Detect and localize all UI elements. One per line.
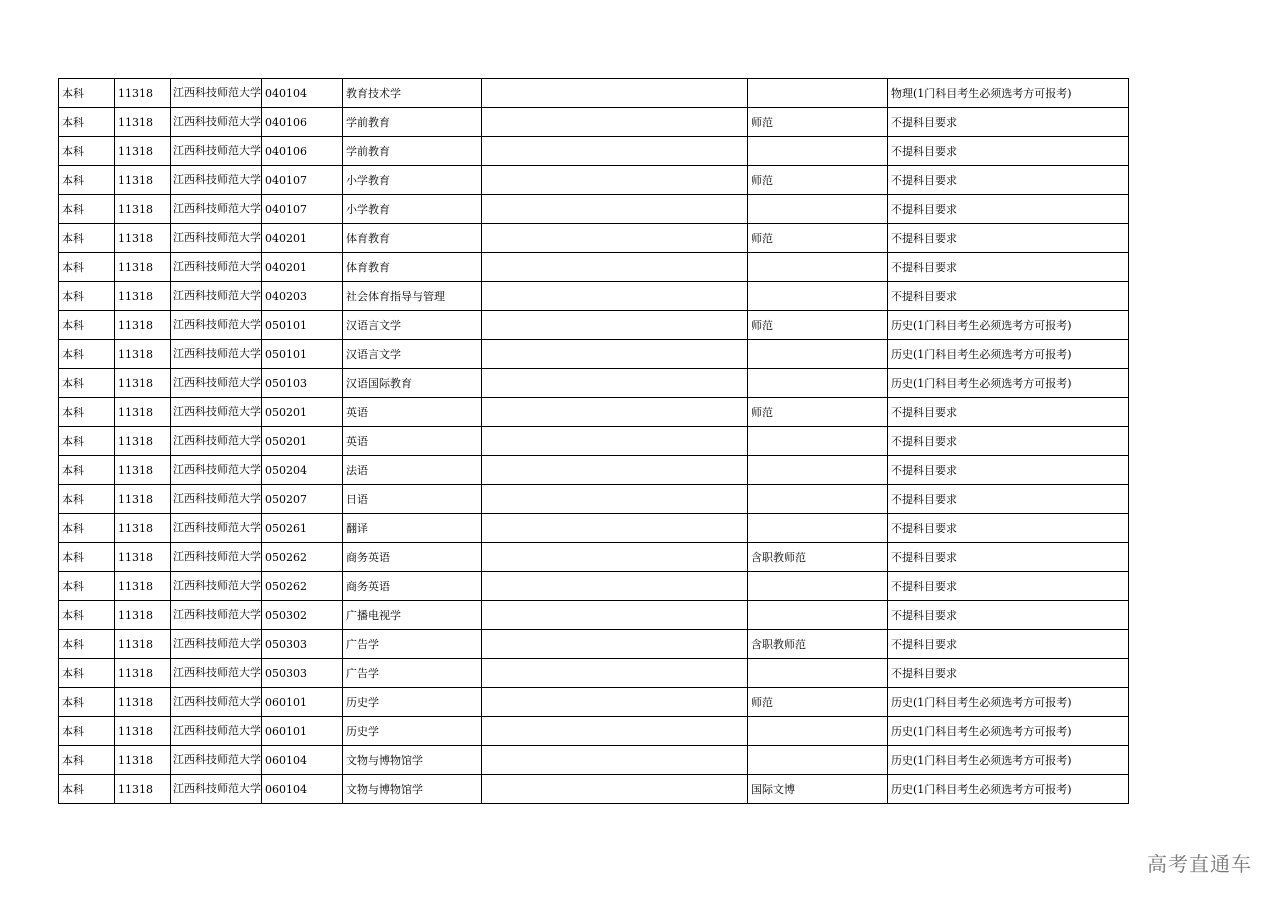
cell-note: [748, 282, 888, 311]
cell-school-code: 11318: [115, 630, 171, 659]
cell-subject-requirement: 不提科目要求: [888, 427, 1129, 456]
cell-subject-requirement: 历史(1门科目考生必须选考方可报考): [888, 717, 1129, 746]
cell-major-name: 教育技术学: [343, 79, 482, 108]
cell-note: [748, 195, 888, 224]
cell-major-name: 汉语言文学: [343, 340, 482, 369]
cell-school-code: 11318: [115, 717, 171, 746]
cell-university: 江西科技师范大学: [171, 369, 262, 398]
table-row: [59, 253, 1129, 282]
cell-university: 江西科技师范大学: [171, 253, 262, 282]
cell-note: 师范: [748, 224, 888, 253]
cell-major-code: 040107: [262, 195, 343, 224]
cell-remark: [482, 195, 748, 224]
cell-level: 本科: [59, 137, 115, 166]
cell-remark: [482, 630, 748, 659]
cell-subject-requirement: 不提科目要求: [888, 108, 1129, 137]
cell-level: 本科: [59, 775, 115, 804]
cell-remark: [482, 456, 748, 485]
table-row: [59, 79, 1129, 108]
cell-university: 江西科技师范大学: [171, 79, 262, 108]
table-row: [59, 166, 1129, 195]
cell-subject-requirement: 不提科目要求: [888, 253, 1129, 282]
cell-level: 本科: [59, 282, 115, 311]
cell-remark: [482, 369, 748, 398]
cell-note: [748, 456, 888, 485]
cell-major-name: 翻译: [343, 514, 482, 543]
cell-note: 师范: [748, 108, 888, 137]
cell-school-code: 11318: [115, 688, 171, 717]
cell-remark: [482, 485, 748, 514]
cell-subject-requirement: 不提科目要求: [888, 224, 1129, 253]
table-row: [59, 601, 1129, 630]
cell-major-name: 日语: [343, 485, 482, 514]
cell-school-code: 11318: [115, 195, 171, 224]
cell-university: 江西科技师范大学: [171, 485, 262, 514]
cell-note: 师范: [748, 166, 888, 195]
cell-remark: [482, 514, 748, 543]
cell-school-code: 11318: [115, 543, 171, 572]
cell-major-code: 050303: [262, 630, 343, 659]
cell-note: [748, 659, 888, 688]
table-row: [59, 572, 1129, 601]
cell-level: 本科: [59, 224, 115, 253]
cell-university: 江西科技师范大学: [171, 224, 262, 253]
cell-major-code: 050262: [262, 572, 343, 601]
cell-remark: [482, 659, 748, 688]
cell-school-code: 11318: [115, 572, 171, 601]
cell-university: 江西科技师范大学: [171, 572, 262, 601]
cell-university: 江西科技师范大学: [171, 195, 262, 224]
cell-level: 本科: [59, 369, 115, 398]
cell-remark: [482, 775, 748, 804]
cell-school-code: 11318: [115, 282, 171, 311]
cell-major-code: 060101: [262, 717, 343, 746]
cell-subject-requirement: 历史(1门科目考生必须选考方可报考): [888, 369, 1129, 398]
cell-level: 本科: [59, 398, 115, 427]
table-row: [59, 369, 1129, 398]
cell-major-code: 040201: [262, 224, 343, 253]
table-row: [59, 485, 1129, 514]
cell-remark: [482, 688, 748, 717]
cell-school-code: 11318: [115, 659, 171, 688]
cell-major-name: 小学教育: [343, 195, 482, 224]
cell-subject-requirement: 不提科目要求: [888, 137, 1129, 166]
cell-note: [748, 746, 888, 775]
cell-university: 江西科技师范大学: [171, 659, 262, 688]
cell-school-code: 11318: [115, 485, 171, 514]
cell-school-code: 11318: [115, 775, 171, 804]
table-row: [59, 717, 1129, 746]
cell-subject-requirement: 不提科目要求: [888, 166, 1129, 195]
table-body: [59, 79, 1129, 804]
cell-school-code: 11318: [115, 601, 171, 630]
cell-university: 江西科技师范大学: [171, 282, 262, 311]
cell-school-code: 11318: [115, 398, 171, 427]
cell-major-name: 法语: [343, 456, 482, 485]
cell-level: 本科: [59, 485, 115, 514]
cell-major-name: 英语: [343, 398, 482, 427]
cell-major-name: 学前教育: [343, 137, 482, 166]
cell-major-code: 040106: [262, 137, 343, 166]
cell-major-name: 小学教育: [343, 166, 482, 195]
cell-university: 江西科技师范大学: [171, 427, 262, 456]
table-row: [59, 137, 1129, 166]
cell-remark: [482, 746, 748, 775]
cell-school-code: 11318: [115, 514, 171, 543]
cell-major-code: 050302: [262, 601, 343, 630]
table-row: [59, 224, 1129, 253]
cell-subject-requirement: 物理(1门科目考生必须选考方可报考): [888, 79, 1129, 108]
cell-level: 本科: [59, 543, 115, 572]
table-row: [59, 688, 1129, 717]
cell-note: [748, 137, 888, 166]
cell-note: [748, 485, 888, 514]
cell-major-name: 汉语国际教育: [343, 369, 482, 398]
cell-major-code: 050262: [262, 543, 343, 572]
cell-major-name: 商务英语: [343, 543, 482, 572]
cell-subject-requirement: 历史(1门科目考生必须选考方可报考): [888, 688, 1129, 717]
cell-note: [748, 340, 888, 369]
cell-remark: [482, 79, 748, 108]
cell-major-code: 050207: [262, 485, 343, 514]
cell-remark: [482, 311, 748, 340]
table-row: [59, 456, 1129, 485]
cell-university: 江西科技师范大学: [171, 340, 262, 369]
cell-major-code: 050261: [262, 514, 343, 543]
cell-subject-requirement: 不提科目要求: [888, 601, 1129, 630]
cell-remark: [482, 224, 748, 253]
cell-subject-requirement: 不提科目要求: [888, 572, 1129, 601]
table-row: [59, 775, 1129, 804]
cell-university: 江西科技师范大学: [171, 601, 262, 630]
cell-subject-requirement: 不提科目要求: [888, 514, 1129, 543]
cell-note: 师范: [748, 688, 888, 717]
table-row: [59, 543, 1129, 572]
cell-major-name: 体育教育: [343, 253, 482, 282]
cell-subject-requirement: 不提科目要求: [888, 456, 1129, 485]
cell-remark: [482, 340, 748, 369]
cell-subject-requirement: 历史(1门科目考生必须选考方可报考): [888, 340, 1129, 369]
table-row: [59, 427, 1129, 456]
cell-remark: [482, 427, 748, 456]
table-row: [59, 514, 1129, 543]
cell-remark: [482, 108, 748, 137]
cell-level: 本科: [59, 79, 115, 108]
cell-major-code: 040201: [262, 253, 343, 282]
cell-level: 本科: [59, 514, 115, 543]
cell-university: 江西科技师范大学: [171, 514, 262, 543]
cell-school-code: 11318: [115, 79, 171, 108]
cell-major-code: 040203: [262, 282, 343, 311]
cell-note: [748, 427, 888, 456]
cell-school-code: 11318: [115, 166, 171, 195]
cell-major-code: 050103: [262, 369, 343, 398]
cell-remark: [482, 543, 748, 572]
cell-level: 本科: [59, 688, 115, 717]
cell-school-code: 11318: [115, 427, 171, 456]
cell-major-code: 060104: [262, 746, 343, 775]
cell-major-name: 体育教育: [343, 224, 482, 253]
cell-school-code: 11318: [115, 456, 171, 485]
cell-school-code: 11318: [115, 108, 171, 137]
cell-major-name: 广告学: [343, 630, 482, 659]
cell-level: 本科: [59, 601, 115, 630]
cell-major-name: 商务英语: [343, 572, 482, 601]
cell-university: 江西科技师范大学: [171, 746, 262, 775]
cell-level: 本科: [59, 166, 115, 195]
cell-subject-requirement: 历史(1门科目考生必须选考方可报考): [888, 311, 1129, 340]
cell-university: 江西科技师范大学: [171, 456, 262, 485]
cell-subject-requirement: 历史(1门科目考生必须选考方可报考): [888, 775, 1129, 804]
cell-major-name: 汉语言文学: [343, 311, 482, 340]
cell-note: 国际文博: [748, 775, 888, 804]
cell-major-code: 060101: [262, 688, 343, 717]
cell-level: 本科: [59, 195, 115, 224]
cell-subject-requirement: 不提科目要求: [888, 659, 1129, 688]
cell-school-code: 11318: [115, 746, 171, 775]
cell-major-code: 050201: [262, 398, 343, 427]
cell-major-code: 040104: [262, 79, 343, 108]
cell-university: 江西科技师范大学: [171, 775, 262, 804]
cell-subject-requirement: 不提科目要求: [888, 282, 1129, 311]
cell-major-name: 英语: [343, 427, 482, 456]
table-row: [59, 746, 1129, 775]
cell-university: 江西科技师范大学: [171, 137, 262, 166]
cell-remark: [482, 572, 748, 601]
cell-remark: [482, 282, 748, 311]
cell-level: 本科: [59, 456, 115, 485]
table-row: [59, 398, 1129, 427]
cell-level: 本科: [59, 340, 115, 369]
cell-school-code: 11318: [115, 224, 171, 253]
cell-subject-requirement: 不提科目要求: [888, 485, 1129, 514]
cell-school-code: 11318: [115, 340, 171, 369]
cell-university: 江西科技师范大学: [171, 717, 262, 746]
cell-major-name: 历史学: [343, 688, 482, 717]
cell-level: 本科: [59, 572, 115, 601]
cell-major-name: 文物与博物馆学: [343, 775, 482, 804]
cell-major-name: 广告学: [343, 659, 482, 688]
cell-remark: [482, 601, 748, 630]
cell-university: 江西科技师范大学: [171, 688, 262, 717]
cell-level: 本科: [59, 253, 115, 282]
cell-school-code: 11318: [115, 253, 171, 282]
cell-major-code: 040107: [262, 166, 343, 195]
cell-remark: [482, 137, 748, 166]
table-row: [59, 108, 1129, 137]
cell-university: 江西科技师范大学: [171, 311, 262, 340]
cell-university: 江西科技师范大学: [171, 543, 262, 572]
cell-major-code: 060104: [262, 775, 343, 804]
table-row: [59, 282, 1129, 311]
cell-note: [748, 514, 888, 543]
table-row: [59, 630, 1129, 659]
cell-note: [748, 369, 888, 398]
cell-major-name: 历史学: [343, 717, 482, 746]
cell-university: 江西科技师范大学: [171, 630, 262, 659]
cell-major-code: 050101: [262, 311, 343, 340]
cell-note: 师范: [748, 311, 888, 340]
cell-note: 含职教师范: [748, 630, 888, 659]
table-row: [59, 340, 1129, 369]
table-row: [59, 659, 1129, 688]
cell-note: 含职教师范: [748, 543, 888, 572]
cell-school-code: 11318: [115, 137, 171, 166]
cell-level: 本科: [59, 659, 115, 688]
watermark-logo: 高考直通车: [1147, 852, 1252, 876]
major-requirements-table: [58, 78, 1129, 804]
cell-school-code: 11318: [115, 369, 171, 398]
cell-university: 江西科技师范大学: [171, 108, 262, 137]
cell-note: [748, 79, 888, 108]
cell-level: 本科: [59, 630, 115, 659]
cell-note: [748, 253, 888, 282]
cell-remark: [482, 717, 748, 746]
cell-remark: [482, 166, 748, 195]
cell-remark: [482, 398, 748, 427]
cell-university: 江西科技师范大学: [171, 398, 262, 427]
cell-major-code: 050101: [262, 340, 343, 369]
cell-note: 师范: [748, 398, 888, 427]
cell-university: 江西科技师范大学: [171, 166, 262, 195]
cell-level: 本科: [59, 311, 115, 340]
table-row: [59, 195, 1129, 224]
cell-subject-requirement: 不提科目要求: [888, 195, 1129, 224]
cell-major-code: 050303: [262, 659, 343, 688]
cell-level: 本科: [59, 427, 115, 456]
cell-note: [748, 601, 888, 630]
cell-major-name: 广播电视学: [343, 601, 482, 630]
cell-major-name: 学前教育: [343, 108, 482, 137]
cell-major-name: 文物与博物馆学: [343, 746, 482, 775]
table-row: [59, 311, 1129, 340]
cell-major-code: 050201: [262, 427, 343, 456]
cell-subject-requirement: 历史(1门科目考生必须选考方可报考): [888, 746, 1129, 775]
cell-major-code: 040106: [262, 108, 343, 137]
cell-major-name: 社会体育指导与管理: [343, 282, 482, 311]
cell-note: [748, 717, 888, 746]
cell-major-code: 050204: [262, 456, 343, 485]
cell-school-code: 11318: [115, 311, 171, 340]
cell-note: [748, 572, 888, 601]
cell-remark: [482, 253, 748, 282]
cell-subject-requirement: 不提科目要求: [888, 543, 1129, 572]
cell-level: 本科: [59, 746, 115, 775]
cell-subject-requirement: 不提科目要求: [888, 630, 1129, 659]
cell-level: 本科: [59, 717, 115, 746]
cell-subject-requirement: 不提科目要求: [888, 398, 1129, 427]
cell-level: 本科: [59, 108, 115, 137]
